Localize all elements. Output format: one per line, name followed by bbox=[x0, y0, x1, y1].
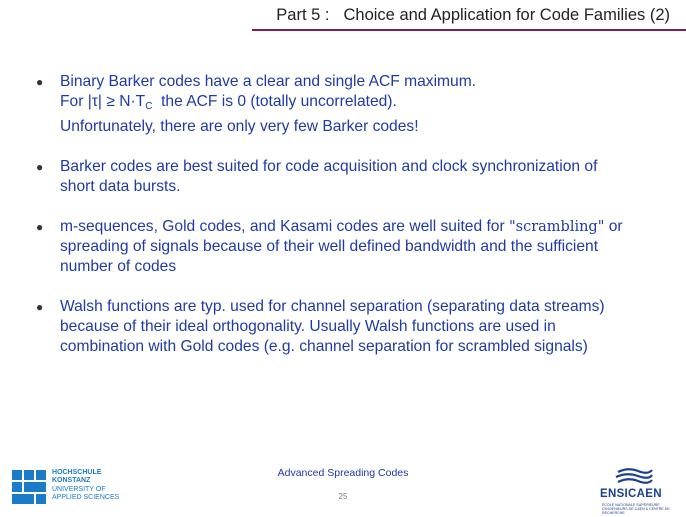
bullet-line: because of their ideal orthogonality. Usually Walsh functions are used in bbox=[60, 318, 556, 335]
footer-title: Advanced Spreading Codes bbox=[277, 467, 409, 479]
hochschule-konstanz-text bbox=[52, 469, 119, 502]
bullet-text: the ACF is 0 (totally uncorrelated). bbox=[152, 93, 397, 110]
ensicaen-subtitle: ÉCOLE NATIONALE SUPÉRIEURE D'INGÉNIEURS DE CAEN & CENTRE DE RECHERCHE bbox=[602, 503, 670, 515]
hochschule-konstanz-logo-icon bbox=[12, 470, 48, 504]
bullet-line: combination with Gold codes (e.g. channel separation for scrambled signals) bbox=[60, 338, 588, 355]
bullet-text: m-sequences, Gold codes, and Kasami codes are well suited for bbox=[60, 218, 509, 235]
bullet-line: Binary Barker codes have a clear and single ACF maximum. bbox=[60, 73, 477, 90]
formula-subscript: C bbox=[145, 101, 153, 112]
hochschule-konstanz-logo bbox=[12, 470, 132, 508]
slide-title bbox=[276, 6, 670, 25]
bullet-line: Walsh functions are typ. used for channel separation (separating data streams) bbox=[60, 298, 605, 315]
bullet-item bbox=[34, 157, 674, 197]
bullet-item bbox=[34, 217, 674, 277]
ensicaen-name: ENSICAEN bbox=[600, 488, 662, 500]
bullet-line: number of codes bbox=[60, 258, 177, 275]
quoted-term: "scrambling" bbox=[508, 219, 605, 235]
bullet-line: Barker codes are best suited for code acquisition and clock synchronization of bbox=[60, 158, 598, 175]
slide-content bbox=[34, 72, 674, 377]
logo-line: HOCHSCHULE bbox=[52, 469, 102, 476]
bullet-dot-icon: ● bbox=[36, 160, 44, 174]
bullet-line bbox=[60, 92, 674, 117]
title-text: Choice and Application for Code Families (2) bbox=[343, 6, 670, 24]
ensicaen-logo bbox=[600, 466, 680, 515]
bullet-dot-icon: ● bbox=[36, 300, 44, 314]
logo-line: KONSTANZ bbox=[52, 477, 91, 485]
bullet-dot-icon: ● bbox=[36, 75, 44, 89]
bullet-dot-icon: ● bbox=[36, 220, 44, 234]
title-underline bbox=[252, 29, 686, 31]
bullet-item bbox=[34, 297, 674, 357]
bullet-line bbox=[60, 217, 674, 237]
page-number: 25 bbox=[338, 492, 348, 501]
ensicaen-waves-icon bbox=[614, 466, 654, 486]
bullet-line: Unfortunately, there are only very few Barker codes! bbox=[60, 118, 419, 135]
bullet-line: short data bursts. bbox=[60, 178, 181, 195]
title-part: Part 5 : bbox=[276, 6, 330, 24]
bullet-line: spreading of signals because of their well defined bandwidth and the sufficient bbox=[60, 238, 599, 255]
formula-text: For |τ| ≥ N·T bbox=[60, 93, 146, 110]
bullet-item bbox=[34, 72, 674, 137]
bullet-text: or bbox=[604, 218, 623, 235]
logo-line: APPLIED SCIENCES bbox=[52, 493, 120, 501]
logo-line: UNIVERSITY OF bbox=[52, 485, 106, 493]
